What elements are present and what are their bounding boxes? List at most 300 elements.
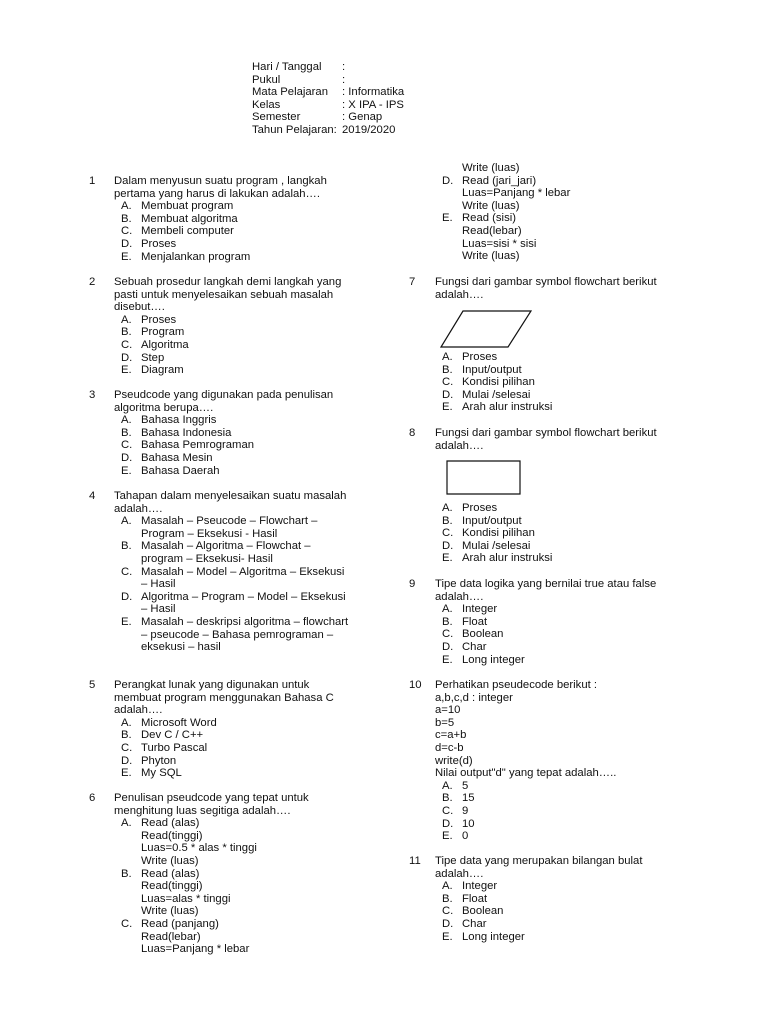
option-letter: B. xyxy=(121,326,132,339)
question-number: 6 xyxy=(89,792,96,804)
question-text xyxy=(114,389,333,414)
answer-option xyxy=(442,780,742,793)
question-line: Algoritma – Program – Model – Eksekusi xyxy=(141,590,346,603)
answer-option xyxy=(121,742,421,755)
answer-option xyxy=(442,552,742,565)
question-line: Menjalankan program xyxy=(141,250,251,263)
option-list xyxy=(121,817,421,956)
question-text xyxy=(114,792,309,817)
option-letter: B. xyxy=(442,363,453,376)
question-line: Kondisi pilihan xyxy=(462,527,535,540)
option-letter: B. xyxy=(442,892,453,905)
question-text xyxy=(114,679,334,717)
option-letter: B. xyxy=(121,426,132,439)
question-line: Read(lebar) xyxy=(141,930,201,943)
answer-option xyxy=(121,755,421,768)
answer-option xyxy=(121,225,421,238)
option-letter: E. xyxy=(442,653,453,666)
question-line: Read(tinggi) xyxy=(141,880,203,893)
option-letter: E. xyxy=(121,767,132,780)
answer-option xyxy=(121,465,421,478)
question-line: Diagram xyxy=(141,364,184,377)
option-text xyxy=(141,817,257,867)
option-letter: C. xyxy=(121,565,133,578)
question-line: Bahasa Daerah xyxy=(141,464,220,477)
option-text xyxy=(462,616,487,629)
question-number: 5 xyxy=(89,679,96,691)
question-line: Proses xyxy=(462,502,498,514)
header-value: : Genap xyxy=(342,111,383,124)
option-letter: B. xyxy=(442,514,453,527)
question-line: eksekusi – hasil xyxy=(141,641,221,654)
option-text xyxy=(141,918,249,956)
header-row xyxy=(252,124,404,137)
question-line: Program – Eksekusi - Hasil xyxy=(141,527,278,540)
question-line: Pseudcode yang digunakan pada penulisan xyxy=(114,389,334,401)
option-letter: E. xyxy=(442,212,453,225)
option-text xyxy=(141,314,176,327)
question-line: Boolean xyxy=(462,628,504,641)
option-text xyxy=(141,452,213,465)
question-line: Bahasa Inggris xyxy=(141,414,217,427)
answer-option xyxy=(442,880,742,893)
header-label: Tahun Pelajaran: xyxy=(252,123,337,136)
option-letter: A. xyxy=(442,880,453,893)
option-text xyxy=(141,200,233,213)
answer-option xyxy=(442,401,742,414)
question-text xyxy=(435,855,642,880)
option-text xyxy=(462,792,475,805)
question-line: Fungsi dari gambar symbol flowchart berikut xyxy=(435,276,657,288)
question-line: – Hasil xyxy=(141,603,176,616)
option-letter: E. xyxy=(121,464,132,477)
question-line: Masalah – Pseucode – Flowchart – xyxy=(141,515,318,528)
option-text xyxy=(141,238,176,251)
answer-option xyxy=(442,175,742,213)
option-text xyxy=(141,591,346,616)
option-text xyxy=(462,628,503,641)
question-line: Read (alas) xyxy=(141,867,200,880)
option-text xyxy=(141,225,234,238)
answer-option xyxy=(121,452,421,465)
option-letter: D. xyxy=(121,451,133,464)
question-line: Algoritma xyxy=(141,338,189,351)
header-value: : xyxy=(342,61,346,73)
option-letter: E. xyxy=(442,401,453,414)
question-line: Integer xyxy=(462,603,498,616)
option-letter: C. xyxy=(121,439,133,452)
answer-option xyxy=(442,654,742,667)
option-letter: C. xyxy=(442,527,454,540)
question-line: Masalah – Algoritma – Flowchat – xyxy=(141,540,311,553)
option-text xyxy=(141,364,184,377)
option-letter: E. xyxy=(121,364,132,377)
question-number: 9 xyxy=(409,578,416,590)
answer-option xyxy=(121,364,421,377)
option-letter: D. xyxy=(442,174,454,187)
answer-option xyxy=(121,251,421,264)
option-text xyxy=(462,603,497,616)
answer-option xyxy=(442,515,742,528)
option-letter: B. xyxy=(442,792,453,805)
answer-option xyxy=(121,352,421,365)
answer-option xyxy=(121,717,421,730)
option-text xyxy=(462,540,530,553)
question-line: Integer xyxy=(462,880,498,893)
question-number: 10 xyxy=(409,679,422,691)
question-line: Char xyxy=(462,640,487,653)
question-line: Turbo Pascal xyxy=(141,741,208,754)
question-line: a=10 xyxy=(435,704,461,717)
question-number: 4 xyxy=(89,490,96,502)
answer-option xyxy=(121,339,421,352)
question-line: Input/output xyxy=(462,514,522,527)
option-letter: B. xyxy=(121,212,132,225)
option-text xyxy=(462,654,525,667)
answer-option xyxy=(121,817,421,867)
question-line: Arah alur instruksi xyxy=(462,552,553,565)
question-line: pertama yang harus di lakukan adalah…. xyxy=(114,187,320,200)
question-text xyxy=(435,679,616,780)
option-letter: D. xyxy=(442,917,454,930)
header-value: : X IPA - IPS xyxy=(342,98,404,111)
question-line: Penulisan pseudcode yang tepat untuk xyxy=(114,792,309,804)
answer-option xyxy=(121,427,421,440)
answer-option xyxy=(442,603,742,616)
question-line: Read (alas) xyxy=(141,817,200,830)
question-line: membuat program menggunakan Bahasa C xyxy=(114,691,334,704)
question-line: Char xyxy=(462,917,487,930)
option-list xyxy=(442,880,742,943)
option-letter: C. xyxy=(121,741,133,754)
header-label: Hari / Tanggal xyxy=(252,61,322,73)
question-line: Long integer xyxy=(462,653,525,666)
option-letter: B. xyxy=(442,615,453,628)
question-line: Bahasa Indonesia xyxy=(141,426,232,439)
option-letter: E. xyxy=(442,930,453,943)
question-line: Membuat program xyxy=(141,200,234,213)
question-line: Write (luas) xyxy=(462,162,520,174)
option-letter: A. xyxy=(442,779,453,792)
option-text xyxy=(141,868,231,918)
option-text xyxy=(141,540,311,565)
option-text xyxy=(141,251,250,264)
option-letter: E. xyxy=(121,615,132,628)
header-row xyxy=(252,99,404,112)
option-text xyxy=(462,830,468,843)
question-line: Perangkat lunak yang digunakan untuk xyxy=(114,679,310,691)
question-line: Dev C / C++ xyxy=(141,729,204,742)
question-line: Luas=Panjang * lebar xyxy=(462,187,571,200)
option-letter: D. xyxy=(442,817,454,830)
option-letter: A. xyxy=(121,313,132,326)
exam-header xyxy=(252,61,404,137)
answer-option xyxy=(442,905,742,918)
question-line: Membeli computer xyxy=(141,225,234,238)
answer-option xyxy=(121,566,421,591)
answer-option xyxy=(442,527,742,540)
option-letter: A. xyxy=(442,603,453,616)
option-text xyxy=(462,918,487,931)
question-line: Nilai output"d" yang tepat adalah….. xyxy=(435,767,617,780)
answer-option xyxy=(442,628,742,641)
option-text xyxy=(141,439,254,452)
option-text xyxy=(462,805,468,818)
question-line: a,b,c,d : integer xyxy=(435,691,513,704)
option-text xyxy=(141,414,216,427)
option-letter: D. xyxy=(121,754,133,767)
question-line: Proses xyxy=(462,351,498,363)
question-line: Boolean xyxy=(462,905,504,918)
option-text xyxy=(141,767,182,780)
option-list xyxy=(442,603,742,666)
option-letter: E. xyxy=(121,250,132,263)
question-line: Input/output xyxy=(462,363,522,376)
answer-option xyxy=(442,502,742,515)
option-text xyxy=(462,212,536,262)
option-list xyxy=(442,351,742,414)
question-line: Program xyxy=(141,326,185,339)
question-line: Microsoft Word xyxy=(141,716,217,729)
answer-option xyxy=(442,792,742,805)
answer-option xyxy=(442,212,742,262)
option-letter: B. xyxy=(121,867,132,880)
option-text xyxy=(141,515,317,540)
question-line: Read(lebar) xyxy=(462,224,522,237)
question-line: Kondisi pilihan xyxy=(462,376,535,389)
option-text xyxy=(141,742,207,755)
question-line: Write (luas) xyxy=(462,199,520,212)
answer-option xyxy=(442,931,742,944)
question-text xyxy=(435,276,657,301)
answer-option xyxy=(442,616,742,629)
option-letter: D. xyxy=(442,388,454,401)
question-line: d=c-b xyxy=(435,741,464,754)
answer-option xyxy=(121,540,421,565)
option-text xyxy=(141,427,231,440)
header-row xyxy=(252,74,404,87)
question-line: adalah…. xyxy=(114,704,163,717)
question-line: Read (panjang) xyxy=(141,917,219,930)
option-letter: B. xyxy=(121,729,132,742)
question-line: Read (sisi) xyxy=(462,212,516,225)
question-line: adalah…. xyxy=(435,439,484,452)
question-number: 11 xyxy=(409,855,421,867)
question-line: Mulai /selesai xyxy=(462,539,531,552)
answer-option xyxy=(121,515,421,540)
option-letter: C. xyxy=(442,804,454,817)
question-line: 9 xyxy=(462,804,469,817)
option-list xyxy=(121,717,421,780)
answer-option xyxy=(442,641,742,654)
option-text xyxy=(462,931,525,944)
answer-option xyxy=(121,918,421,956)
option-text xyxy=(462,552,552,565)
question-line: write(d) xyxy=(435,754,473,767)
question-line: Luas=Panjang * lebar xyxy=(141,943,250,956)
option-letter: C. xyxy=(121,917,133,930)
question-line: c=a+b xyxy=(435,729,467,742)
question-line: Read(tinggi) xyxy=(141,829,203,842)
option-text xyxy=(141,352,164,365)
question-line: Bahasa Mesin xyxy=(141,451,213,464)
question-line: Fungsi dari gambar symbol flowchart berikut xyxy=(435,427,657,439)
option-text xyxy=(462,502,497,515)
question-line: Tipe data logika yang bernilai true atau false xyxy=(435,578,657,590)
question-line: adalah…. xyxy=(435,867,484,880)
question-line: Luas=0.5 * alas * tinggi xyxy=(141,842,257,855)
option-text xyxy=(462,641,487,654)
answer-option xyxy=(442,376,742,389)
question-line: Perhatikan pseudecode berikut : xyxy=(435,679,598,691)
option-letter: E. xyxy=(442,552,453,565)
header-label: Pukul xyxy=(252,73,281,86)
question-text xyxy=(114,490,346,515)
option-text xyxy=(462,351,497,364)
header-value: : xyxy=(342,73,346,86)
option-text xyxy=(141,755,176,768)
answer-option xyxy=(442,830,742,843)
question-line: Float xyxy=(462,892,488,905)
answer-option xyxy=(442,893,742,906)
question-line: Luas=alas * tinggi xyxy=(141,892,231,905)
option-text xyxy=(462,818,475,831)
question-text xyxy=(114,175,327,200)
question-line: 10 xyxy=(462,817,475,830)
header-row xyxy=(252,61,404,74)
question-line: Float xyxy=(462,615,488,628)
question-line: Masalah – deskripsi algoritma – flowchart xyxy=(141,615,349,628)
question-line: Tahapan dalam menyelesaikan suatu masalah xyxy=(114,490,347,502)
question-number: 8 xyxy=(409,427,416,439)
question-line: adalah…. xyxy=(435,590,484,603)
flowchart-process-symbol xyxy=(446,460,521,495)
question-line: Masalah – Model – Algoritma – Eksekusi xyxy=(141,565,345,578)
question-line: Mulai /selesai xyxy=(462,388,531,401)
question-line: adalah…. xyxy=(114,502,163,515)
answer-option xyxy=(121,616,421,654)
question-number: 1 xyxy=(89,175,96,187)
option-letter: D. xyxy=(442,539,454,552)
option-text xyxy=(462,880,497,893)
question-text xyxy=(114,276,341,314)
question-line: Long integer xyxy=(462,930,525,943)
answer-option xyxy=(121,238,421,251)
answer-option xyxy=(442,389,742,402)
answer-option xyxy=(442,805,742,818)
question-line: – pseucode – Bahasa pemrograman – xyxy=(141,628,334,641)
answer-option xyxy=(442,540,742,553)
option-text xyxy=(462,515,522,528)
option-list xyxy=(442,502,742,565)
question-line: Read (jari_jari) xyxy=(462,174,537,187)
answer-option xyxy=(442,918,742,931)
option-text xyxy=(462,389,530,402)
option-list xyxy=(121,414,421,477)
header-value: : Informatika xyxy=(342,86,405,99)
option-list xyxy=(121,515,421,654)
question-line: Proses xyxy=(141,313,177,326)
header-label: Kelas xyxy=(252,98,281,111)
option-list xyxy=(442,780,742,843)
question-line: menghitung luas segitiga adalah…. xyxy=(114,804,291,817)
option-list xyxy=(121,314,421,377)
question-line: Step xyxy=(141,351,165,364)
flowchart-input-output-symbol xyxy=(440,310,532,348)
answer-option xyxy=(121,868,421,918)
header-label: Semester xyxy=(252,111,301,124)
question-text xyxy=(435,578,656,603)
answer-option xyxy=(121,326,421,339)
question-line: Write (luas) xyxy=(462,250,520,263)
question-line: pasti untuk menyelesaikan sebuah masalah xyxy=(114,288,334,301)
option-text xyxy=(462,780,468,793)
question-number: 2 xyxy=(89,276,96,288)
question-line: Membuat algoritma xyxy=(141,212,238,225)
option-letter: B. xyxy=(121,540,132,553)
question-line: Phyton xyxy=(141,754,177,767)
question-line: adalah…. xyxy=(435,288,484,301)
option-letter: A. xyxy=(121,817,132,830)
option-letter: D. xyxy=(121,237,133,250)
option-letter: C. xyxy=(442,376,454,389)
question-line: Write (luas) xyxy=(141,854,199,867)
option-letter: E. xyxy=(442,830,453,843)
question-line: algoritma berupa…. xyxy=(114,401,214,414)
option-letter: A. xyxy=(121,716,132,729)
option-letter: C. xyxy=(121,338,133,351)
answer-option xyxy=(442,351,742,364)
option-text xyxy=(141,616,348,654)
question-line: b=5 xyxy=(435,716,455,729)
option-text xyxy=(462,527,535,540)
question-line: Arah alur instruksi xyxy=(462,401,553,414)
option-letter: D. xyxy=(121,351,133,364)
option-letter: A. xyxy=(442,502,453,514)
option-letter: A. xyxy=(121,515,132,528)
option-list xyxy=(121,200,421,263)
option-text xyxy=(462,175,570,213)
question-line: disebut…. xyxy=(114,301,165,314)
option-text xyxy=(141,566,344,591)
option-text xyxy=(462,893,487,906)
option-text xyxy=(462,905,503,918)
option-letter: D. xyxy=(121,590,133,603)
option-continuation-text xyxy=(462,162,520,175)
question-line: program – Eksekusi- Hasil xyxy=(141,552,273,565)
question-number: 3 xyxy=(89,389,96,401)
option-text xyxy=(462,364,522,377)
header-row xyxy=(252,86,404,99)
answer-option xyxy=(121,591,421,616)
option-text xyxy=(141,465,220,478)
header-value: 2019/2020 xyxy=(342,123,396,136)
option-text xyxy=(141,213,238,226)
answer-option xyxy=(121,314,421,327)
question-line: Sebuah prosedur langkah demi langkah yang xyxy=(114,276,342,288)
option-letter: D. xyxy=(442,640,454,653)
option-letter: A. xyxy=(121,200,132,213)
header-row xyxy=(252,111,404,124)
question-line: 5 xyxy=(462,779,469,792)
answer-option xyxy=(121,200,421,213)
answer-option xyxy=(121,729,421,742)
option-list xyxy=(442,175,742,263)
question-line: – Hasil xyxy=(141,578,176,591)
option-letter: A. xyxy=(442,351,453,363)
option-text xyxy=(141,326,184,339)
question-line: Tipe data yang merupakan bilangan bulat xyxy=(435,855,643,867)
